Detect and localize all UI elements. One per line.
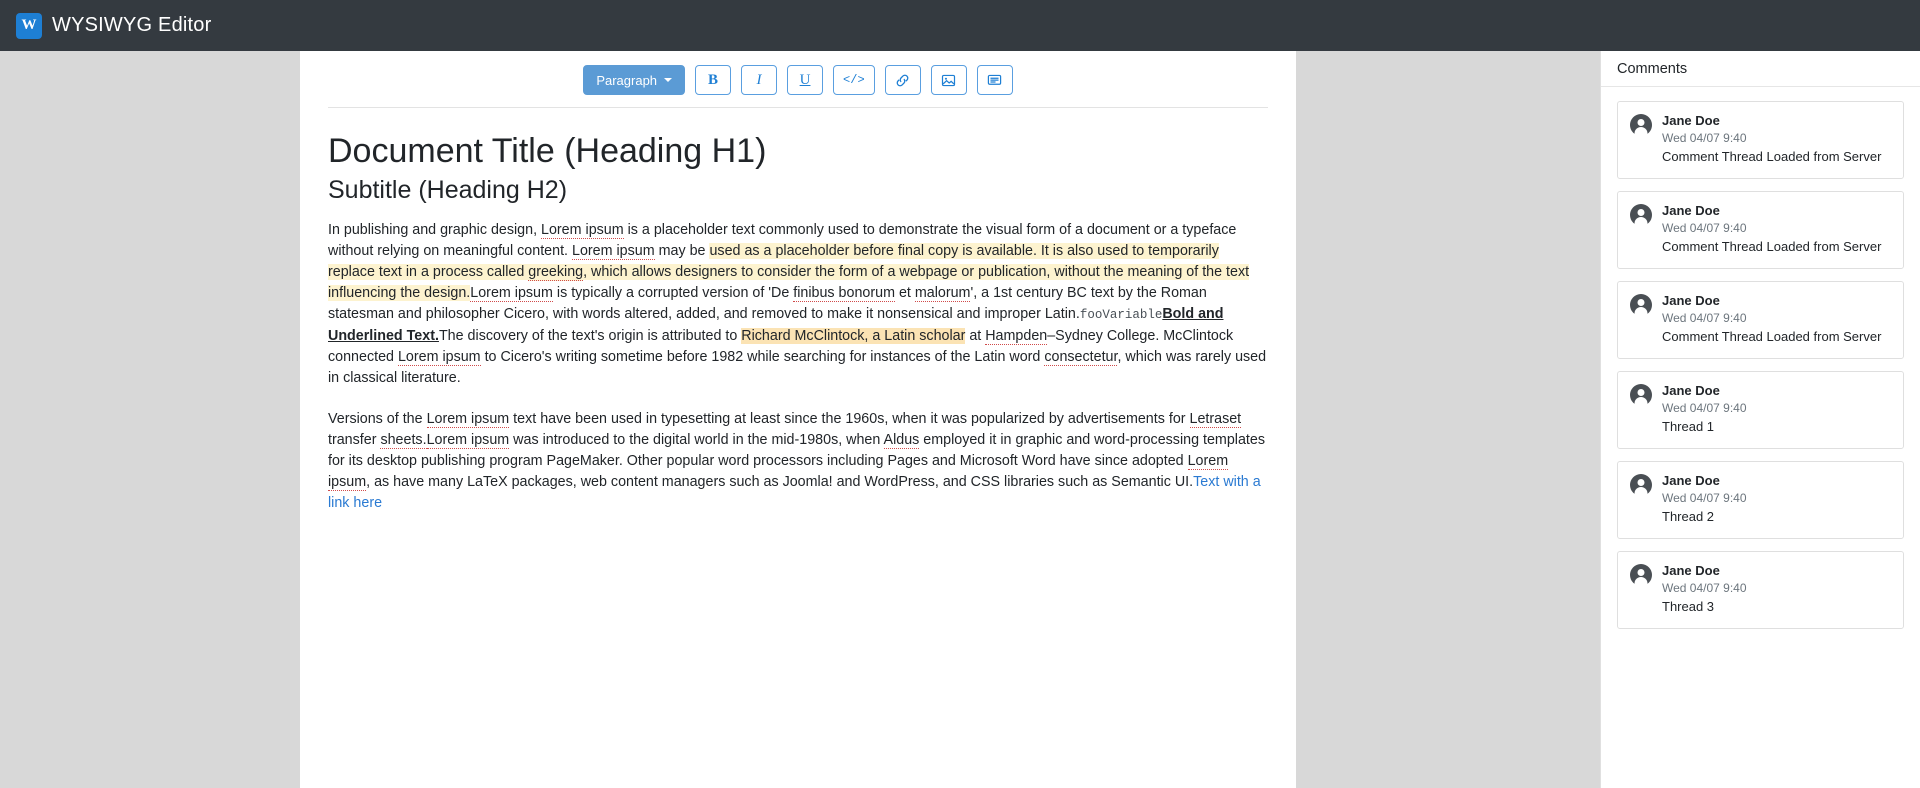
italic-button[interactable]: I: [741, 65, 777, 95]
misspelled-word: sheets.: [380, 431, 427, 448]
app-logo-letter: W: [21, 17, 37, 33]
comment-text: Comment Thread Loaded from Server: [1662, 329, 1882, 344]
app-title: WYSIWYG Editor: [52, 14, 212, 36]
comment-author: Jane Doe: [1662, 113, 1720, 128]
comment-body: [1662, 382, 1891, 436]
comment-text: Comment Thread Loaded from Server: [1662, 149, 1882, 164]
misspelled-word: Aldus: [883, 431, 920, 448]
editor-toolbar: [328, 51, 1268, 108]
image-button[interactable]: [931, 65, 967, 95]
comment-body: [1662, 292, 1891, 346]
inline-link[interactable]: Text with a link here: [328, 473, 1261, 511]
text-run: –Sydney College. McClintock connected: [328, 327, 1234, 365]
misspelled-word: consectetur: [1044, 348, 1118, 365]
underline-button[interactable]: U: [787, 65, 823, 95]
link-icon: [895, 73, 910, 88]
comment-date: Wed 04/07 9:40: [1662, 491, 1747, 505]
bold-button[interactable]: B: [695, 65, 731, 95]
app-logo-icon: [16, 13, 42, 39]
comment-body: [1662, 112, 1891, 166]
paragraph-style-label: Paragraph: [596, 72, 658, 88]
misspelled-word: malorum: [914, 284, 971, 301]
text-run: may be: [654, 242, 710, 259]
text-run: is a placeholder text commonly used to demonstrate the visual form of a document or a typeface without relying on meaningful content.: [328, 221, 1237, 259]
bold-underlined-text: Bold and Underlined Text.: [328, 305, 1224, 344]
text-run: In publishing and graphic design,: [328, 221, 542, 238]
misspelled-word: Lorem ipsum: [541, 221, 624, 238]
comments-header: Comments: [1601, 51, 1920, 87]
comment-text: Thread 3: [1662, 599, 1715, 614]
comment-date: Wed 04/07 9:40: [1662, 401, 1747, 415]
image-icon: [941, 73, 956, 88]
misspelled-word: Lorem ipsum: [470, 284, 553, 301]
text-run: The discovery of the text's origin is attributed to: [438, 327, 742, 344]
comment-author: Jane Doe: [1662, 293, 1720, 308]
avatar: [1630, 204, 1652, 226]
comment-text: Comment Thread Loaded from Server: [1662, 239, 1882, 254]
comments-list: [1601, 87, 1920, 657]
comment-card[interactable]: [1617, 101, 1904, 179]
misspelled-word: Letraset: [1189, 410, 1242, 427]
code-button[interactable]: </>: [833, 65, 875, 95]
comment-body: [1662, 472, 1891, 526]
comments-panel: [1600, 51, 1920, 788]
text-run: ', a 1st century BC text by the Roman statesman and philosopher Cicero, with words altered, added, and removed to make it nonsensical and improper Latin.: [328, 284, 1207, 322]
comment-card[interactable]: [1617, 281, 1904, 359]
comment-author: Jane Doe: [1662, 563, 1720, 578]
comment-text: Thread 2: [1662, 509, 1715, 524]
body-area: [0, 51, 1920, 788]
top-bar: [0, 0, 1920, 51]
text-run: is typically a corrupted version of 'De: [552, 284, 794, 301]
misspelled-word: Lorem ipsum: [572, 242, 655, 259]
avatar: [1630, 114, 1652, 136]
comment-date: Wed 04/07 9:40: [1662, 311, 1747, 325]
text-run: , which was rarely used in classical literature.: [328, 348, 1267, 386]
comment-body: [1662, 202, 1891, 256]
text-run: et: [894, 284, 915, 301]
text-run: text have been used in typesetting at least since the 1960s, when it was popularized by advertisements for: [509, 410, 1190, 427]
misspelled-word: Lorem ipsum: [328, 452, 1229, 490]
document-canvas[interactable]: [300, 108, 1296, 544]
text-run: transfer: [328, 431, 381, 448]
text-run: was introduced to the digital world in the mid-1980s, when: [509, 431, 884, 448]
avatar: [1630, 384, 1652, 406]
misspelled-word: Lorem ipsum: [426, 410, 510, 427]
text-run: at: [965, 327, 986, 344]
paragraph-2[interactable]: [328, 409, 1268, 514]
page-subtitle: Subtitle (Heading H2): [328, 175, 568, 204]
comment-date: Wed 04/07 9:40: [1662, 221, 1747, 235]
highlighted-misspelled-word: greeking: [528, 263, 584, 280]
comment-date: Wed 04/07 9:40: [1662, 131, 1747, 145]
avatar: [1630, 474, 1652, 496]
link-button[interactable]: [885, 65, 921, 95]
highlighted-text-orange: Richard McClintock, a Latin scholar: [741, 327, 966, 344]
comment-author: Jane Doe: [1662, 203, 1720, 218]
misspelled-word: Hampden: [985, 327, 1048, 344]
editor-page: [300, 51, 1296, 788]
text-run: employed it in graphic and word-processing templates for its desktop publishing program PageMaker. Other popular word processors including Pages and Microsoft Word have since adopted: [328, 431, 1265, 469]
comment-card[interactable]: [1617, 551, 1904, 629]
page-title: Document Title (Heading H1): [328, 132, 767, 170]
comment-body: [1662, 562, 1891, 616]
comment-icon: [987, 73, 1002, 88]
comment-card[interactable]: [1617, 371, 1904, 449]
misspelled-word: Lorem ipsum: [426, 431, 510, 448]
highlighted-text: , which allows designers to consider the form of a webpage or publication, without the meaning of the text influencing the design.: [328, 263, 1250, 301]
chevron-down-icon: [664, 78, 672, 82]
comment-card[interactable]: [1617, 461, 1904, 539]
inline-code: fooVariable: [1079, 307, 1163, 322]
comment-date: Wed 04/07 9:40: [1662, 581, 1747, 595]
comment-button[interactable]: [977, 65, 1013, 95]
misspelled-word: Lorem ipsum: [397, 348, 481, 365]
highlighted-text: used as a placeholder before final copy is available. It is also used to temporarily replace text in a process called: [328, 242, 1219, 280]
paragraph-style-dropdown[interactable]: [583, 65, 685, 95]
text-run: , as have many LaTeX packages, web content managers such as Joomla! and WordPress, and CSS libraries such as Semantic UI.: [366, 473, 1194, 490]
text-run: Versions of the: [328, 410, 427, 427]
comment-card[interactable]: [1617, 191, 1904, 269]
avatar: [1630, 294, 1652, 316]
comment-text: Thread 1: [1662, 419, 1715, 434]
text-run: to Cicero's writing sometime before 1982 while searching for instances of the Latin word: [480, 348, 1045, 365]
misspelled-word: finibus bonorum: [793, 284, 895, 301]
avatar: [1630, 564, 1652, 586]
comment-author: Jane Doe: [1662, 383, 1720, 398]
comment-author: Jane Doe: [1662, 473, 1720, 488]
paragraph-1[interactable]: [328, 220, 1268, 389]
